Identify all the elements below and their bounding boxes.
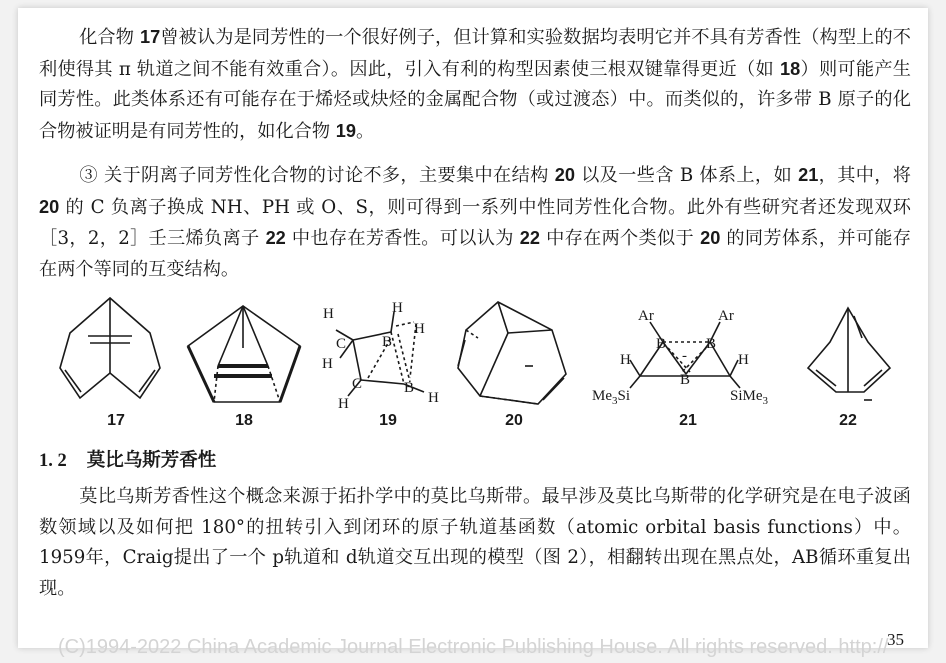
text-run: 的 C 负离子换成 NH、PH 或 O、S，则可得到一系列中性同芳性化合物。此外有些研究者还发现双环［3，2，2］壬三烯负离子 bbox=[39, 196, 911, 249]
text-run: 的同芳体系，并可能存在两个等同的互变结构。 bbox=[39, 228, 911, 280]
atom-label: B bbox=[706, 336, 717, 352]
text-run: Si bbox=[617, 388, 631, 404]
section-heading bbox=[39, 446, 216, 472]
compound-ref: 22 bbox=[265, 228, 286, 248]
compound-ref: 20 bbox=[554, 165, 575, 185]
paragraph-mobius bbox=[39, 482, 911, 604]
atom-label: Ar bbox=[718, 308, 734, 324]
compound-ref: 19 bbox=[335, 120, 357, 141]
text-run: ③ 关于阴离子同芳性化合物的讨论不多，主要集中在结构 bbox=[79, 165, 555, 186]
structure-19 bbox=[322, 300, 439, 412]
atom-label: H bbox=[620, 352, 631, 368]
atom-label: H bbox=[428, 390, 439, 406]
atom-label: H bbox=[414, 321, 425, 337]
page-number: 35 bbox=[887, 630, 904, 649]
compound-ref: 20 bbox=[700, 228, 721, 248]
structure-label: 18 bbox=[235, 412, 253, 429]
structure-18 bbox=[188, 306, 300, 402]
text-run: 中存在两个类似于 bbox=[540, 228, 701, 249]
compound-ref: 22 bbox=[519, 228, 541, 248]
text-run: 3 bbox=[612, 395, 618, 407]
structure-21 bbox=[592, 308, 769, 407]
paragraph-homoaromatic-17 bbox=[39, 22, 911, 147]
copyright-watermark: (C)1994-2022 China Academic Journal Electronic Publishing House. All rights reserved. http:// bbox=[58, 636, 889, 658]
section-title: 莫比乌斯芳香性 bbox=[86, 450, 217, 471]
atom-label: C bbox=[352, 376, 363, 392]
document-page bbox=[18, 8, 928, 658]
structure-17 bbox=[60, 298, 160, 398]
atom-label: H bbox=[322, 356, 333, 372]
atom-label: H bbox=[338, 396, 349, 412]
atom-label: B bbox=[680, 372, 691, 388]
atom-label: B bbox=[382, 334, 393, 350]
text-run: ）则可能产生同芳性。此类体系还有可能存在于烯烃或炔烃的金属配合物（或过渡态）中。而类似的，许多带 B 原子的化合物被证明是有同芳性的，如化合物 bbox=[39, 58, 911, 142]
atom-label: B bbox=[656, 336, 667, 352]
compound-ref: 17 bbox=[139, 27, 161, 47]
structure-label: 19 bbox=[379, 412, 397, 429]
structure-20 bbox=[458, 302, 566, 404]
text-run: 。 bbox=[356, 120, 375, 142]
text-run: 3 bbox=[762, 395, 769, 407]
text-run: Me bbox=[592, 388, 612, 404]
atom-label: H bbox=[392, 300, 403, 316]
atom-label: H bbox=[323, 306, 334, 322]
atom-label: C bbox=[336, 336, 347, 352]
atom-label: B bbox=[404, 380, 415, 396]
atom-label-me3si bbox=[592, 388, 630, 407]
charge-label: - bbox=[682, 348, 687, 364]
text-run: 以及一些含 B 体系上，如 bbox=[574, 165, 799, 186]
atom-label: Ar bbox=[638, 308, 654, 324]
text-run: 莫比乌斯芳香性这个概念来源于拓扑学中的莫比乌斯带。最早涉及莫比乌斯带的化学研究是在电子波函数领域以及如何把 180°的扭转引入到闭环的原子轨道基函数（atomic orbital basis functions）中。1959年，Craig提出了一个 p轨道和 d轨道交互出现的模型（图 2），相翻转出现在黑点处，AB循环重复出现。 bbox=[39, 486, 911, 599]
text-run: ，其中，将 bbox=[818, 165, 911, 186]
section-number: 1. 2 bbox=[39, 451, 67, 471]
text-run: 化合物 bbox=[79, 27, 140, 48]
structure-22 bbox=[808, 308, 890, 400]
structure-label: 17 bbox=[107, 412, 125, 429]
atom-label-sime3 bbox=[730, 388, 769, 407]
compound-ref: 21 bbox=[798, 165, 819, 185]
text-run: 曾被认为是同芳性的一个很好例子，但计算和实验数据均表明它并不具有芳香性（构型上的不利使得其 π 轨道之间不能有效重合）。因此，引入有利的构型因素使三根双键靠得更近（如 bbox=[39, 27, 911, 80]
structure-label: 22 bbox=[839, 412, 857, 429]
compound-ref: 18 bbox=[779, 58, 801, 79]
compound-ref: 20 bbox=[39, 196, 60, 217]
paragraph-anionic-homoaromatic bbox=[39, 160, 911, 285]
structure-label: 21 bbox=[679, 412, 697, 429]
chemical-structures-figure bbox=[18, 288, 928, 438]
text-run: SiMe bbox=[730, 388, 763, 404]
atom-label: H bbox=[738, 352, 749, 368]
text-run: 中也存在芳香性。可以认为 bbox=[285, 228, 520, 249]
structure-label: 20 bbox=[505, 412, 523, 429]
